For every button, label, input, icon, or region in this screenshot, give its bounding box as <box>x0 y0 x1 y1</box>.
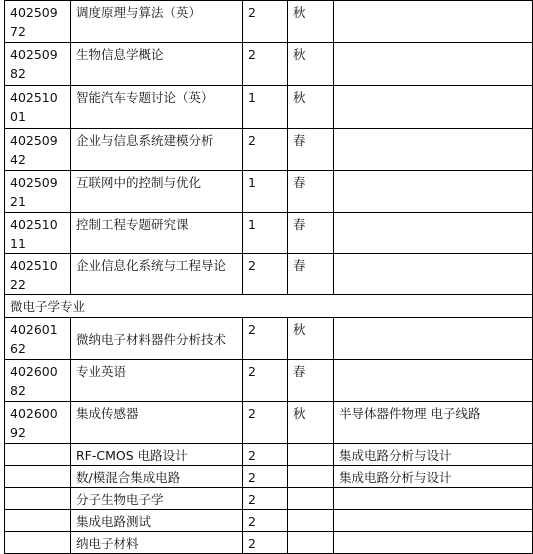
course-semester <box>288 532 334 554</box>
table-row <box>5 254 533 295</box>
course-name: 互联网中的控制与优化 <box>71 171 243 213</box>
course-prereq <box>334 532 533 554</box>
table-row <box>5 1 533 43</box>
course-prereq <box>334 318 533 360</box>
course-prereq <box>334 43 533 86</box>
section-row <box>5 295 533 318</box>
course-credits: 2 <box>243 402 288 444</box>
course-name: RF-CMOS 电路设计 <box>71 444 243 466</box>
course-semester: 春 <box>288 129 334 171</box>
course-code: 40251022 <box>5 254 71 295</box>
table-row <box>5 171 533 213</box>
course-credits: 2 <box>243 43 288 86</box>
course-prereq <box>334 86 533 129</box>
course-semester <box>288 444 334 466</box>
course-name: 微纳电子材料器件分析技术 <box>71 318 243 360</box>
table-row <box>5 402 533 444</box>
course-semester: 秋 <box>288 43 334 86</box>
course-name: 智能汽车专题讨论（英） <box>71 86 243 129</box>
course-code: 40260082 <box>5 360 71 402</box>
course-prereq <box>334 213 533 254</box>
course-semester <box>288 466 334 488</box>
course-code: 40251001 <box>5 86 71 129</box>
course-prereq <box>334 510 533 532</box>
course-code: 40260162 <box>5 318 71 360</box>
course-name: 集成传感器 <box>71 402 243 444</box>
course-semester: 春 <box>288 254 334 295</box>
course-name: 生物信息学概论 <box>71 43 243 86</box>
table-row <box>5 86 533 129</box>
course-prereq: 集成电路分析与设计 <box>334 466 533 488</box>
course-semester: 秋 <box>288 86 334 129</box>
course-credits: 2 <box>243 360 288 402</box>
course-name: 专业英语 <box>71 360 243 402</box>
table-row <box>5 318 533 360</box>
course-credits: 2 <box>243 444 288 466</box>
table-row <box>5 466 533 488</box>
course-semester: 秋 <box>288 318 334 360</box>
course-code <box>5 532 71 554</box>
course-code: 40260092 <box>5 402 71 444</box>
course-code <box>5 444 71 466</box>
course-semester <box>288 510 334 532</box>
table-row <box>5 43 533 86</box>
course-semester: 秋 <box>288 402 334 444</box>
course-table <box>4 0 533 554</box>
course-semester: 秋 <box>288 1 334 43</box>
table-row <box>5 488 533 510</box>
course-credits: 2 <box>243 129 288 171</box>
course-prereq: 集成电路分析与设计 <box>334 444 533 466</box>
course-semester: 春 <box>288 171 334 213</box>
course-credits: 1 <box>243 213 288 254</box>
section-title: 微电子学专业 <box>5 295 533 318</box>
course-credits: 2 <box>243 466 288 488</box>
course-code: 40250942 <box>5 129 71 171</box>
course-code <box>5 466 71 488</box>
course-code: 40250982 <box>5 43 71 86</box>
course-prereq <box>334 360 533 402</box>
table-row <box>5 532 533 554</box>
course-credits: 1 <box>243 171 288 213</box>
course-code: 40250921 <box>5 171 71 213</box>
table-row <box>5 360 533 402</box>
course-credits: 2 <box>243 532 288 554</box>
course-prereq <box>334 171 533 213</box>
course-prereq: 半导体器件物理 电子线路 <box>334 402 533 444</box>
course-name: 分子生物电子学 <box>71 488 243 510</box>
course-semester: 春 <box>288 360 334 402</box>
course-name: 纳电子材料 <box>71 532 243 554</box>
course-semester <box>288 488 334 510</box>
course-name: 数/模混合集成电路 <box>71 466 243 488</box>
course-code: 40250972 <box>5 1 71 43</box>
course-name: 控制工程专题研究课 <box>71 213 243 254</box>
course-credits: 2 <box>243 510 288 532</box>
table-row <box>5 129 533 171</box>
course-credits: 2 <box>243 318 288 360</box>
course-name: 调度原理与算法（英） <box>71 1 243 43</box>
course-name: 企业信息化系统与工程导论 <box>71 254 243 295</box>
table-row <box>5 213 533 254</box>
course-code <box>5 510 71 532</box>
course-prereq <box>334 129 533 171</box>
course-credits: 2 <box>243 488 288 510</box>
table-row <box>5 444 533 466</box>
course-prereq <box>334 1 533 43</box>
course-name: 企业与信息系统建模分析 <box>71 129 243 171</box>
course-prereq <box>334 254 533 295</box>
course-credits: 1 <box>243 86 288 129</box>
table-row <box>5 510 533 532</box>
course-code: 40251011 <box>5 213 71 254</box>
course-name: 集成电路测试 <box>71 510 243 532</box>
course-prereq <box>334 488 533 510</box>
course-semester: 春 <box>288 213 334 254</box>
course-credits: 2 <box>243 1 288 43</box>
course-credits: 2 <box>243 254 288 295</box>
course-code <box>5 488 71 510</box>
